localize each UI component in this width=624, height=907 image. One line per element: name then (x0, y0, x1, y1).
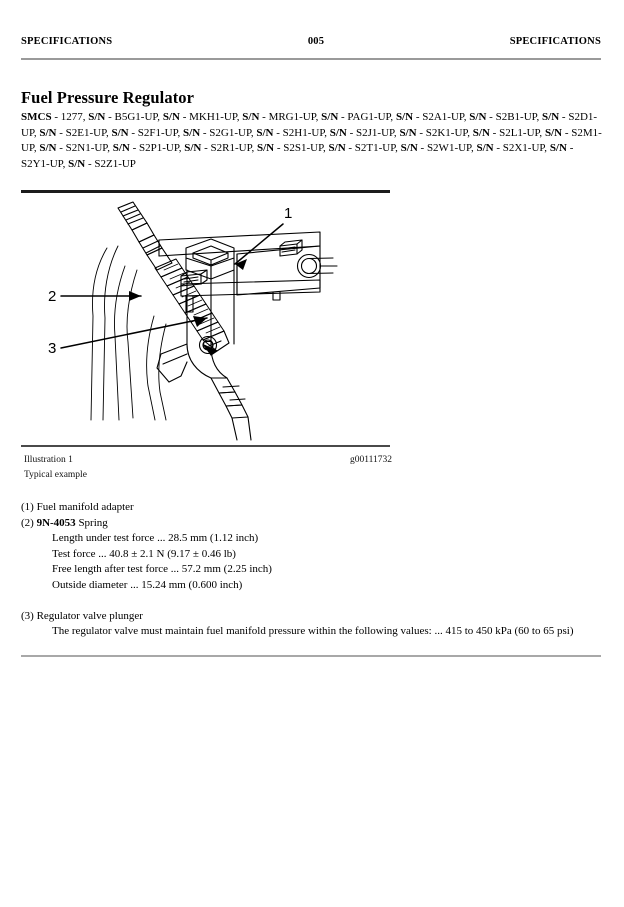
part-marker: (1) (21, 501, 37, 513)
part-detail: Test force ... 40.8 ± 2.1 N (9.17 ± 0.46 lb) (52, 547, 236, 560)
page-running-header (21, 36, 601, 47)
serial-number-keyword: S/N (469, 111, 487, 123)
serial-number-keyword: S/N (400, 142, 418, 155)
illustration-figure (21, 196, 390, 442)
serial-number-keyword: S/N (542, 111, 560, 123)
serial-number-keyword: S/N (184, 142, 202, 155)
parts-specification-list (21, 500, 603, 640)
serial-number-keyword: S/N (112, 142, 130, 155)
fuel-pressure-regulator-line-drawing (21, 196, 390, 442)
part-entry (21, 609, 603, 640)
smcs-paragraph (21, 110, 603, 172)
part-marker: (3) (21, 609, 37, 622)
serial-number-keyword: S/N (256, 126, 274, 139)
part-name: Fuel manifold adapter (36, 501, 134, 513)
part-heading (21, 609, 603, 625)
part-detail: The regulator valve must maintain fuel manifold pressure within the following values: ... 415 to 450 kPa (60 to 65 psi) (52, 625, 574, 637)
part-entry (21, 516, 603, 594)
part-entry (21, 500, 603, 516)
callout-label-2: 2 (48, 288, 57, 305)
illustration-graphic-id: g00111732 (349, 455, 392, 465)
smcs-keyword: SMCS (21, 111, 52, 123)
serial-number-keyword: S/N (395, 111, 414, 123)
illustration-top-rule (21, 190, 390, 193)
page-number: 005 (307, 36, 325, 47)
serial-number-keyword: S/N (476, 142, 494, 155)
part-detail: Length under test force ... 28.5 mm (1.12 inch) (52, 532, 259, 544)
serial-number-keyword: S/N (472, 126, 490, 139)
part-detail: Free length after test force ... 57.2 mm (2.25 inch) (52, 563, 272, 575)
illustration-subcaption: Typical example (24, 470, 87, 480)
part-marker: (2) (21, 516, 37, 529)
serial-number-keyword: S/N (329, 126, 347, 139)
serial-number-keyword: S/N (549, 142, 567, 155)
part-name: Spring (78, 516, 108, 529)
serial-number-keyword: S/N (183, 126, 201, 139)
serial-number-keyword: S/N (68, 157, 86, 170)
header-left-title: SPECIFICATIONS (21, 36, 113, 47)
list-spacer (21, 593, 603, 609)
serial-number-keyword: S/N (328, 142, 346, 155)
part-detail: Outside diameter ... 15.24 mm (0.600 inch) (52, 578, 243, 591)
part-heading (21, 516, 603, 532)
page-title: Fuel Pressure Regulator (21, 88, 195, 108)
serial-number-keyword: S/N (399, 126, 417, 139)
serial-number-keyword: S/N (39, 142, 57, 155)
callout-label-3: 3 (48, 340, 57, 357)
part-name: Regulator valve plunger (36, 609, 143, 622)
illustration-caption-label: Illustration 1 (24, 455, 73, 465)
header-right-title: SPECIFICATIONS (509, 36, 601, 47)
illustration-callout-labels (48, 205, 292, 357)
serial-number-keyword: S/N (256, 142, 275, 155)
serial-number-keyword: S/N (111, 126, 129, 139)
serial-number-keyword: S/N (321, 111, 339, 123)
callout-label-1: 1 (284, 205, 293, 222)
serial-number-keyword: S/N (88, 111, 106, 123)
serial-number-keyword: S/N (242, 111, 260, 123)
part-heading (21, 500, 603, 516)
illustration-caption-row (24, 455, 392, 465)
serial-number-keyword: S/N (544, 126, 563, 139)
footer-divider-rule (21, 655, 601, 657)
serial-number-keyword: S/N (39, 126, 57, 139)
part-number: 9N-4053 (36, 516, 76, 529)
header-divider-rule (21, 58, 601, 60)
serial-number-keyword: S/N (162, 111, 180, 123)
illustration-bottom-rule (21, 445, 390, 447)
smcs-text: SMCS - 1277, S/N - B5G1-UP, S/N - MKH1-UP, S/N - MRG1-UP, S/N - PAG1-UP, S/N - S2A1-UP, S/N - S2B1-UP, S/N - S2D1-UP, S/N - S2E1-UP, S/N - S2F1-UP, S/N - S2G1-UP, S/N - S2H1-UP, S/N - S2J1-UP, S/N - S2K1-UP, S/N - S2L1-UP, S/N - S2M1-UP, S/N - S2N1-UP, S/N - S2P1-UP, S/N - S2R1-UP, S/N - S2S1-UP, S/N - S2T1-UP, S/N - S2W1-UP, S/N - S2X1-UP, S/N - S2Y1-UP, S/N - S2Z1-UP (21, 111, 602, 170)
